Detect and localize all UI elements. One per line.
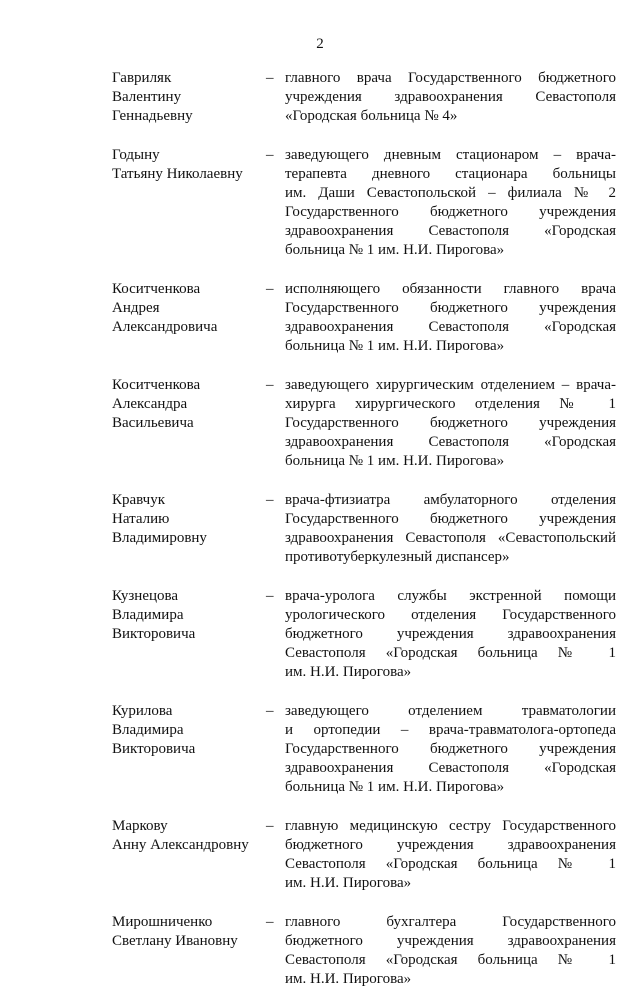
description-line: главную медицинскую сестру Государственного: [285, 818, 616, 834]
dash-separator: –: [266, 281, 274, 297]
description-line: «Городская больница № 4»: [285, 108, 458, 124]
description-line: исполняющего обязанности главного врача: [285, 281, 616, 297]
dash-separator: –: [266, 703, 274, 719]
name-line: Викторовича: [112, 626, 196, 642]
position-description: [285, 587, 616, 682]
name-line: Васильевича: [112, 415, 194, 431]
description-line: им. Н.И. Пирогова»: [285, 971, 412, 987]
description-line: Севастополя «Городская больница № 1: [285, 645, 616, 661]
list-item: [112, 491, 616, 567]
description-line: им. Даши Севастопольской – филиала № 2: [285, 185, 616, 201]
name-line: Андрея: [112, 300, 160, 316]
name-line: Годыну: [112, 147, 160, 163]
name-line: Владимира: [112, 607, 184, 623]
list-item: [112, 280, 616, 356]
description-line: Государственного бюджетного учреждения: [285, 300, 616, 316]
person-name: [112, 587, 262, 644]
list-item: [112, 913, 616, 989]
list-item: [112, 146, 616, 260]
description-line: бюджетного учреждения здравоохранения: [285, 626, 616, 642]
position-description: [285, 913, 616, 989]
description-line: здравоохранения Севастополя «Севастопольский: [285, 530, 616, 546]
name-line: Александровича: [112, 319, 218, 335]
name-line: Коситченкова: [112, 281, 201, 297]
name-line: Анну Александровну: [112, 837, 249, 853]
person-name: [112, 491, 262, 548]
description-line: заведующего хирургическим отделением – врача-: [285, 377, 616, 393]
name-line: Татьяну Николаевну: [112, 166, 243, 182]
person-name: [112, 146, 262, 184]
position-description: [285, 376, 616, 471]
description-line: терапевта дневного стационара больницы: [285, 166, 616, 182]
name-line: Коситченкова: [112, 377, 201, 393]
position-description: [285, 491, 616, 567]
description-line: больница № 1 им. Н.И. Пирогова»: [285, 779, 505, 795]
description-line: учреждения здравоохранения Севастополя: [285, 89, 616, 105]
page-number: 2: [316, 36, 324, 52]
name-line: Владимира: [112, 722, 184, 738]
description-line: здравоохранения Севастополя «Городская: [285, 319, 616, 335]
dash-separator: –: [266, 147, 274, 163]
name-line: Кузнецова: [112, 588, 179, 604]
person-name: [112, 913, 262, 951]
name-line: Гавриляк: [112, 70, 172, 86]
description-line: больница № 1 им. Н.И. Пирогова»: [285, 453, 505, 469]
person-name: [112, 817, 262, 855]
dash-separator: –: [266, 70, 274, 86]
description-line: хирурга хирургического отделения № 1: [285, 396, 616, 412]
description-line: здравоохранения Севастополя «Городская: [285, 760, 616, 776]
name-line: Викторовича: [112, 741, 196, 757]
person-name: [112, 376, 262, 433]
dash-separator: –: [266, 377, 274, 393]
list-item: [112, 817, 616, 893]
dash-separator: –: [266, 492, 274, 508]
dash-separator: –: [266, 818, 274, 834]
description-line: здравоохранения Севастополя «Городская: [285, 223, 616, 239]
description-line: Севастополя «Городская больница № 1: [285, 952, 616, 968]
description-line: бюджетного учреждения здравоохранения: [285, 837, 616, 853]
description-line: Севастополя «Городская больница № 1: [285, 856, 616, 872]
name-line: Валентину: [112, 89, 182, 105]
name-line: Александра: [112, 396, 188, 412]
description-line: главного врача Государственного бюджетного: [285, 70, 616, 86]
description-line: больница № 1 им. Н.И. Пирогова»: [285, 338, 505, 354]
name-line: Владимировну: [112, 530, 207, 546]
dash-separator: –: [266, 588, 274, 604]
description-line: им. Н.И. Пирогова»: [285, 875, 412, 891]
name-line: Мирошниченко: [112, 914, 213, 930]
description-line: им. Н.И. Пирогова»: [285, 664, 412, 680]
description-line: врача-уролога службы экстренной помощи: [285, 588, 616, 604]
dash-separator: –: [266, 914, 274, 930]
person-name: [112, 69, 262, 126]
name-line: Маркову: [112, 818, 168, 834]
description-line: Государственного бюджетного учреждения: [285, 511, 616, 527]
name-line: Курилова: [112, 703, 173, 719]
list-item: [112, 702, 616, 797]
position-description: [285, 146, 616, 260]
description-line: Государственного бюджетного учреждения: [285, 741, 616, 757]
position-description: [285, 702, 616, 797]
description-line: противотуберкулезный диспансер»: [285, 549, 510, 565]
name-line: Светлану Ивановну: [112, 933, 238, 949]
name-line: Наталию: [112, 511, 170, 527]
description-line: заведующего дневным стационаром – врача-: [285, 147, 616, 163]
name-line: Кравчук: [112, 492, 166, 508]
description-line: Государственного бюджетного учреждения: [285, 204, 616, 220]
description-line: заведующего отделением травматологии: [285, 703, 616, 719]
person-name: [112, 280, 262, 337]
name-line: Геннадьевну: [112, 108, 193, 124]
position-description: [285, 817, 616, 893]
description-line: бюджетного учреждения здравоохранения: [285, 933, 616, 949]
description-line: главного бухгалтера Государственного: [285, 914, 616, 930]
description-line: урологического отделения Государственного: [285, 607, 616, 623]
description-line: здравоохранения Севастополя «Городская: [285, 434, 616, 450]
list-item: [112, 69, 616, 126]
list-item: [112, 376, 616, 471]
description-line: и ортопедии – врача-травматолога-ортопеда: [285, 722, 616, 738]
description-line: Государственного бюджетного учреждения: [285, 415, 616, 431]
description-line: больница № 1 им. Н.И. Пирогова»: [285, 242, 505, 258]
person-name: [112, 702, 262, 759]
list-item: [112, 587, 616, 682]
appointee-list: [112, 69, 616, 989]
description-line: врача-фтизиатра амбулаторного отделения: [285, 492, 616, 508]
position-description: [285, 69, 616, 126]
position-description: [285, 280, 616, 356]
